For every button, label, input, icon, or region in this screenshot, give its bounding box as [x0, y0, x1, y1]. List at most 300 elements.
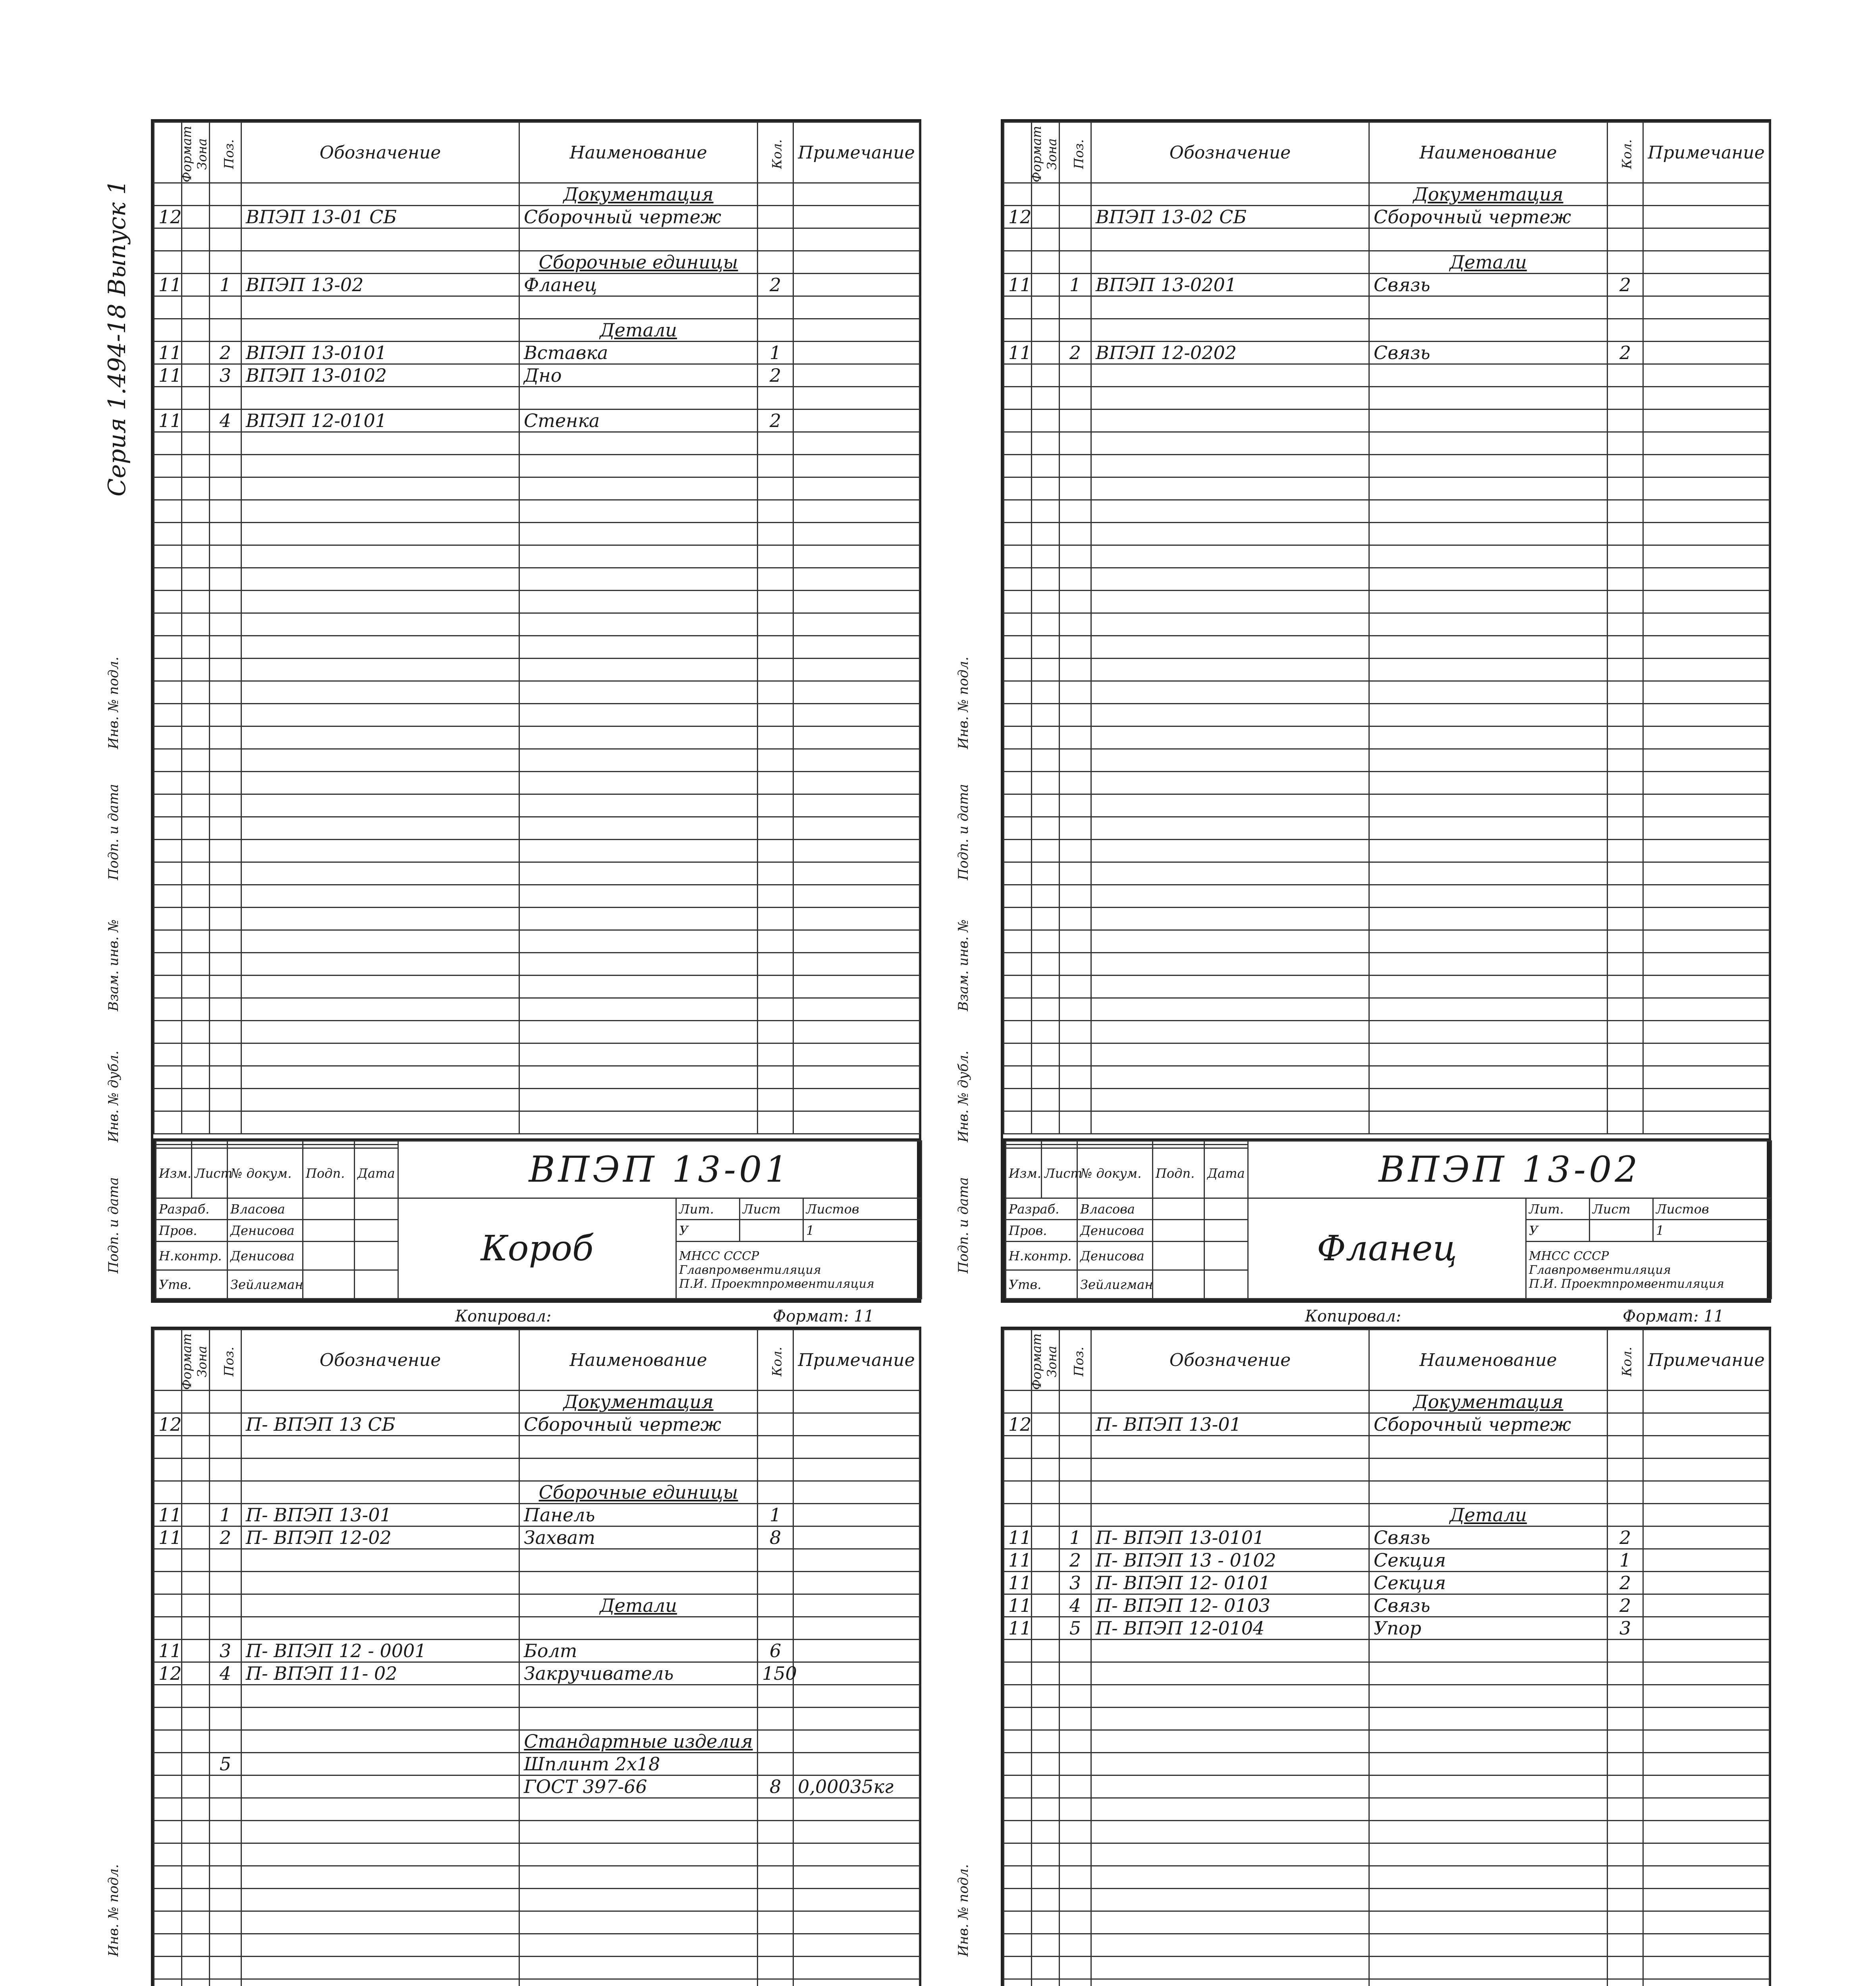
cell-designation — [1091, 930, 1369, 953]
cell-zone — [182, 1021, 210, 1043]
cell-qty — [758, 976, 793, 998]
stamp-cell — [1077, 1145, 1153, 1148]
spec-empty-row — [1004, 523, 1770, 545]
cell-zone — [1032, 364, 1060, 387]
cell-format — [154, 1911, 182, 1934]
cell-zone — [1032, 1504, 1060, 1526]
cell-pos — [210, 1889, 241, 1911]
cell-format — [1004, 319, 1032, 342]
cell-designation — [1091, 1391, 1369, 1413]
cell-name: ГОСТ 397-66 — [519, 1775, 758, 1798]
cell-designation — [1091, 545, 1369, 568]
header-name: Наименование — [519, 1330, 758, 1391]
list-value — [740, 1220, 803, 1242]
cell-designation: ВПЭП 13-02 СБ — [1091, 206, 1369, 228]
organization — [1526, 1242, 1772, 1299]
cell-designation — [1091, 1089, 1369, 1111]
cell-format: 11 — [1004, 1594, 1032, 1617]
cell-format — [154, 1753, 182, 1775]
cell-format — [1004, 885, 1032, 908]
cell-qty: 8 — [758, 1775, 793, 1798]
cell-pos — [210, 840, 241, 862]
cell-qty — [758, 885, 793, 908]
cell-zone — [1032, 1843, 1060, 1866]
cell-note — [793, 1662, 920, 1685]
cell-pos — [210, 749, 241, 772]
cell-name — [1369, 862, 1608, 885]
cell-qty — [758, 1021, 793, 1043]
spec-empty-row — [154, 432, 920, 455]
cell-note — [1643, 1617, 1770, 1640]
cell-note — [1643, 1708, 1770, 1730]
cell-qty — [758, 1111, 793, 1134]
cell-note — [793, 930, 920, 953]
cell-designation — [241, 296, 519, 319]
cell-designation — [1091, 840, 1369, 862]
spec-empty-row — [1004, 1889, 1770, 1911]
cell-pos — [1060, 477, 1091, 500]
cell-qty — [758, 319, 793, 342]
spec-empty-row — [1004, 568, 1770, 591]
cell-format — [1004, 1889, 1032, 1911]
header-pos: Поз. — [1060, 122, 1091, 183]
cell-qty — [1608, 930, 1643, 953]
cell-designation — [1091, 364, 1369, 387]
spec-empty-row — [154, 1617, 920, 1640]
stamp-cell — [228, 1145, 303, 1148]
cell-name — [1369, 1481, 1608, 1504]
cell-designation — [1091, 1979, 1369, 1986]
spec-empty-row — [1004, 1798, 1770, 1821]
cell-designation — [241, 1957, 519, 1979]
spec-empty-row — [154, 1459, 920, 1481]
cell-pos — [1060, 206, 1091, 228]
date — [1204, 1198, 1248, 1220]
cell-pos — [1060, 885, 1091, 908]
cell-zone — [182, 591, 210, 613]
spec-empty-row — [1004, 432, 1770, 455]
cell-note — [1643, 1594, 1770, 1617]
cell-format — [154, 1391, 182, 1413]
cell-pos — [210, 862, 241, 885]
cell-format — [1004, 296, 1032, 319]
cell-name — [519, 1866, 758, 1889]
cell-format — [154, 228, 182, 251]
cell-note — [1643, 1979, 1770, 1986]
cell-note — [1643, 410, 1770, 432]
cell-qty — [1608, 636, 1643, 659]
cell-qty — [1608, 1957, 1643, 1979]
cell-designation — [1091, 1640, 1369, 1662]
cell-pos — [210, 1459, 241, 1481]
cell-name — [1369, 613, 1608, 636]
cell-zone — [182, 659, 210, 681]
cell-note — [1643, 251, 1770, 274]
cell-name — [1369, 840, 1608, 862]
cell-note — [1643, 319, 1770, 342]
cell-qty — [1608, 1911, 1643, 1934]
cell-designation — [1091, 1021, 1369, 1043]
side-label: Инв. № подл. — [106, 1864, 122, 1957]
cell-name — [1369, 410, 1608, 432]
stamp-label-list: Лист — [1042, 1148, 1077, 1198]
cell-note — [793, 251, 920, 274]
document-title: Короб — [398, 1198, 676, 1298]
cell-pos — [1060, 387, 1091, 410]
cell-designation — [1091, 1436, 1369, 1459]
cell-name — [519, 885, 758, 908]
cell-zone — [182, 455, 210, 477]
cell-name — [1369, 1730, 1608, 1753]
cell-qty — [758, 1753, 793, 1775]
cell-format — [1004, 976, 1032, 998]
cell-note — [793, 749, 920, 772]
cell-format — [1004, 1821, 1032, 1843]
spec-row — [1004, 342, 1770, 364]
cell-note — [793, 908, 920, 930]
cell-zone — [182, 613, 210, 636]
cell-designation — [241, 1934, 519, 1957]
cell-name — [1369, 364, 1608, 387]
cell-pos — [210, 1436, 241, 1459]
cell-format: 11 — [1004, 1617, 1032, 1640]
cell-note — [1643, 500, 1770, 523]
cell-zone — [182, 1685, 210, 1708]
cell-name — [519, 1066, 758, 1089]
cell-zone — [182, 206, 210, 228]
cell-name — [1369, 1866, 1608, 1889]
spec-empty-row — [1004, 794, 1770, 817]
cell-zone — [1032, 1594, 1060, 1617]
header-designation: Обозначение — [241, 1330, 519, 1391]
cell-zone — [1032, 1957, 1060, 1979]
cell-qty — [758, 840, 793, 862]
cell-pos — [210, 1957, 241, 1979]
cell-designation — [241, 794, 519, 817]
cell-note — [1643, 840, 1770, 862]
cell-note — [1643, 862, 1770, 885]
cell-note — [793, 636, 920, 659]
spec-row — [154, 319, 920, 342]
stamp-label-sign: Подп. — [1153, 1148, 1204, 1198]
cell-format — [1004, 500, 1032, 523]
cell-format: 11 — [154, 410, 182, 432]
cell-pos — [210, 794, 241, 817]
stamp-cell — [355, 1141, 398, 1145]
person-nkontr: Денисова — [1077, 1242, 1153, 1270]
cell-note — [1643, 1549, 1770, 1572]
spec-empty-row — [154, 1866, 920, 1889]
cell-qty — [1608, 1889, 1643, 1911]
cell-zone — [1032, 274, 1060, 296]
cell-zone — [182, 1504, 210, 1526]
cell-name: Детали — [519, 319, 758, 342]
cell-zone — [1032, 342, 1060, 364]
cell-qty — [1608, 885, 1643, 908]
spec-sheet-panel-vozdukhorazdayushchaya — [106, 1327, 921, 1986]
cell-name: Сборочный чертеж — [519, 1413, 758, 1436]
cell-qty — [1608, 1459, 1643, 1481]
stamp-label-lit: Лит. — [676, 1198, 740, 1220]
cell-format: 11 — [154, 1640, 182, 1662]
cell-pos — [1060, 1979, 1091, 1986]
cell-format — [1004, 1730, 1032, 1753]
cell-qty: 2 — [1608, 1572, 1643, 1594]
cell-qty — [758, 1594, 793, 1617]
header-pos: Поз. — [210, 122, 241, 183]
spec-empty-row — [154, 976, 920, 998]
cell-format — [1004, 455, 1032, 477]
cell-zone — [182, 953, 210, 976]
cell-note — [793, 1594, 920, 1617]
cell-note — [1643, 1934, 1770, 1957]
side-label: Подп. и дата — [106, 784, 122, 880]
spec-empty-row — [154, 1089, 920, 1111]
cell-name — [1369, 1979, 1608, 1986]
cell-name — [519, 930, 758, 953]
cell-note — [1643, 455, 1770, 477]
cell-format — [1004, 1391, 1032, 1413]
cell-zone — [182, 251, 210, 274]
cell-designation — [241, 1436, 519, 1459]
spec-empty-row — [1004, 1066, 1770, 1089]
cell-qty — [1608, 749, 1643, 772]
cell-name — [519, 1911, 758, 1934]
header-name: Наименование — [519, 122, 758, 183]
cell-pos — [210, 591, 241, 613]
cell-note — [1643, 1866, 1770, 1889]
cell-qty — [1608, 183, 1643, 206]
cell-pos — [1060, 591, 1091, 613]
cell-format — [154, 1111, 182, 1134]
cell-zone — [1032, 862, 1060, 885]
spec-empty-row — [154, 387, 920, 410]
cell-format — [1004, 1640, 1032, 1662]
cell-qty — [1608, 1821, 1643, 1843]
cell-note — [1643, 1021, 1770, 1043]
cell-note — [793, 1572, 920, 1594]
cell-pos — [210, 319, 241, 342]
cell-designation — [241, 1979, 519, 1986]
spec-row — [1004, 1549, 1770, 1572]
cell-pos — [1060, 1911, 1091, 1934]
cell-name — [519, 1459, 758, 1481]
cell-name: Вставка — [519, 342, 758, 364]
cell-zone — [1032, 387, 1060, 410]
cell-designation — [1091, 1504, 1369, 1526]
cell-format — [154, 704, 182, 726]
cell-zone — [1032, 1526, 1060, 1549]
cell-note — [1643, 545, 1770, 568]
cell-note — [793, 998, 920, 1021]
cell-zone — [1032, 410, 1060, 432]
cell-qty: 3 — [1608, 1617, 1643, 1640]
cell-name: Сборочный чертеж — [1369, 1413, 1608, 1436]
cell-zone — [1032, 1708, 1060, 1730]
cell-pos — [1060, 613, 1091, 636]
cell-pos — [210, 1391, 241, 1413]
cell-designation — [241, 500, 519, 523]
cell-pos — [1060, 1821, 1091, 1843]
cell-format — [154, 523, 182, 545]
series-label: Серия 1.494-18 Выпуск 1 — [103, 180, 131, 496]
signature — [1153, 1242, 1204, 1270]
cell-zone — [1032, 659, 1060, 681]
side-label: Инв. № подл. — [955, 657, 971, 749]
cell-format — [154, 1549, 182, 1572]
cell-name: Захват — [519, 1526, 758, 1549]
cell-format — [154, 1089, 182, 1111]
cell-name — [519, 1821, 758, 1843]
cell-note — [793, 976, 920, 998]
side-label: Инв. № подл. — [955, 1864, 971, 1957]
cell-name — [1369, 319, 1608, 342]
cell-name: Секция — [1369, 1572, 1608, 1594]
cell-format — [154, 1889, 182, 1911]
cell-format — [1004, 1043, 1032, 1066]
cell-format: 12 — [154, 1413, 182, 1436]
cell-zone — [182, 477, 210, 500]
cell-designation — [241, 885, 519, 908]
cell-qty — [758, 953, 793, 976]
cell-designation — [241, 1459, 519, 1481]
cell-pos — [210, 1413, 241, 1436]
stamp-label-prov: Пров. — [156, 1220, 228, 1242]
spec-empty-row — [154, 862, 920, 885]
cell-designation: П- ВПЭП 13-0101 — [1091, 1526, 1369, 1549]
cell-note — [793, 500, 920, 523]
cell-zone — [1032, 1753, 1060, 1775]
cell-note — [1643, 1889, 1770, 1911]
spec-empty-row — [1004, 817, 1770, 840]
cell-designation — [1091, 432, 1369, 455]
cell-format — [1004, 1504, 1032, 1526]
spec-empty-row — [1004, 1753, 1770, 1775]
side-label: Инв. № дубл. — [955, 1051, 971, 1142]
cell-pos — [1060, 1730, 1091, 1753]
cell-name — [1369, 1662, 1608, 1685]
cell-zone — [182, 1889, 210, 1911]
cell-pos: 3 — [1060, 1572, 1091, 1594]
spec-empty-row — [154, 1111, 920, 1134]
cell-format — [154, 726, 182, 749]
spec-empty-row — [154, 455, 920, 477]
cell-name — [519, 545, 758, 568]
cell-designation — [1091, 1459, 1369, 1481]
cell-note — [793, 228, 920, 251]
cell-format — [1004, 477, 1032, 500]
date — [1204, 1220, 1248, 1242]
cell-qty — [758, 545, 793, 568]
cell-zone — [1032, 953, 1060, 976]
cell-note — [793, 1934, 920, 1957]
cell-name — [1369, 1753, 1608, 1775]
cell-zone — [182, 726, 210, 749]
cell-zone — [1032, 1730, 1060, 1753]
cell-format — [154, 681, 182, 704]
cell-note — [793, 1708, 920, 1730]
spec-row — [154, 1413, 920, 1436]
cell-designation: ВПЭП 12-0101 — [241, 410, 519, 432]
cell-note — [793, 659, 920, 681]
cell-designation: П- ВПЭП 13 - 0102 — [1091, 1549, 1369, 1572]
cell-format — [154, 1957, 182, 1979]
cell-name — [519, 862, 758, 885]
cell-name — [519, 1979, 758, 1986]
cell-designation — [241, 251, 519, 274]
cell-designation: П- ВПЭП 13-01 — [1091, 1413, 1369, 1436]
cell-format: 11 — [1004, 274, 1032, 296]
cell-name — [1369, 1089, 1608, 1111]
cell-format — [154, 840, 182, 862]
cell-pos — [1060, 681, 1091, 704]
spec-empty-row — [1004, 681, 1770, 704]
cell-note — [793, 1866, 920, 1889]
cell-pos — [1060, 1889, 1091, 1911]
cell-note — [793, 1911, 920, 1934]
cell-format — [154, 251, 182, 274]
stamp-label-razrab: Разраб. — [1006, 1198, 1077, 1220]
cell-name — [519, 1889, 758, 1911]
cell-name — [1369, 1798, 1608, 1821]
cell-designation — [1091, 1708, 1369, 1730]
cell-designation — [1091, 296, 1369, 319]
cell-zone — [182, 364, 210, 387]
cell-note — [793, 523, 920, 545]
spec-empty-row — [1004, 228, 1770, 251]
spec-empty-row — [1004, 1821, 1770, 1843]
cell-zone — [1032, 840, 1060, 862]
stamp-label-list: Лист — [740, 1198, 803, 1220]
cell-zone — [182, 862, 210, 885]
cell-pos — [210, 500, 241, 523]
cell-zone — [182, 1459, 210, 1481]
cell-qty — [758, 1436, 793, 1459]
cell-format — [1004, 410, 1032, 432]
cell-name — [519, 1617, 758, 1640]
cell-pos — [210, 1866, 241, 1889]
cell-name — [519, 1708, 758, 1730]
cell-pos — [210, 568, 241, 591]
cell-format: 11 — [154, 1504, 182, 1526]
cell-zone — [182, 319, 210, 342]
stamp-cell — [1204, 1145, 1248, 1148]
signature — [303, 1220, 355, 1242]
cell-designation: ВПЭП 13-0102 — [241, 364, 519, 387]
cell-qty — [1608, 998, 1643, 1021]
header-format: Формат — [1004, 122, 1032, 183]
cell-qty — [1608, 1685, 1643, 1708]
cell-designation — [1091, 681, 1369, 704]
spec-empty-row — [154, 930, 920, 953]
cell-designation — [1091, 410, 1369, 432]
cell-note — [1643, 1436, 1770, 1459]
header-qty: Кол. — [758, 122, 793, 183]
cell-zone — [1032, 1549, 1060, 1572]
cell-qty — [758, 1391, 793, 1413]
cell-pos — [1060, 1662, 1091, 1685]
cell-name: Документация — [519, 1391, 758, 1413]
stamp-label-listov: Листов — [803, 1198, 922, 1220]
cell-pos — [210, 1066, 241, 1089]
cell-format — [154, 862, 182, 885]
cell-name — [1369, 568, 1608, 591]
cell-name — [519, 998, 758, 1021]
header-designation: Обозначение — [1091, 122, 1369, 183]
cell-pos — [210, 1911, 241, 1934]
cell-name — [1369, 726, 1608, 749]
spec-empty-row — [1004, 455, 1770, 477]
